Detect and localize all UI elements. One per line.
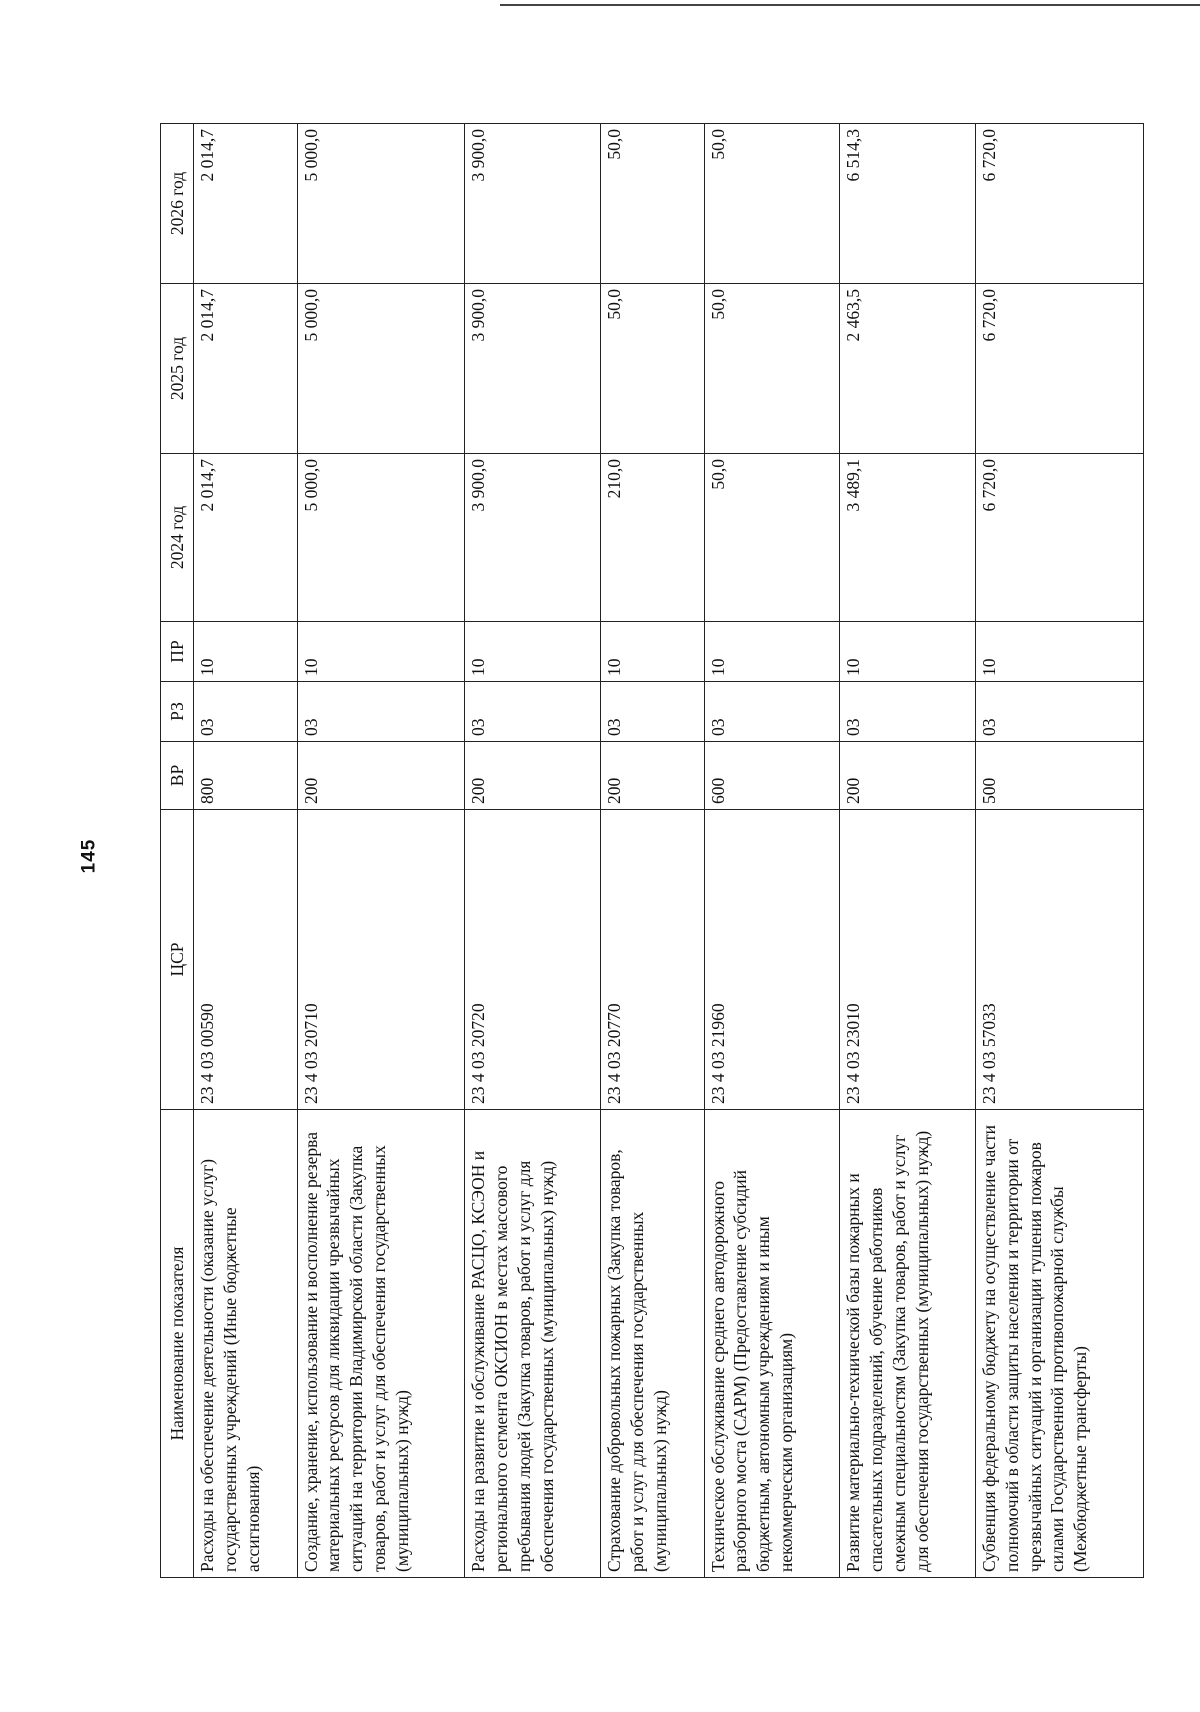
cell-csr: 23 4 03 21960 — [704, 810, 840, 1110]
table-row — [976, 124, 1144, 1578]
cell-pr: 10 — [976, 622, 1144, 682]
cell-vr: 200 — [840, 742, 976, 810]
cell-2024: 2 014,7 — [194, 454, 298, 622]
cell-2025: 50,0 — [601, 284, 705, 454]
table-container — [160, 124, 1144, 1578]
cell-2024: 3 489,1 — [840, 454, 976, 622]
cell-csr: 23 4 03 00590 — [194, 810, 298, 1110]
header-vr: ВР — [161, 742, 194, 810]
cell-name: Создание, хранение, использование и восполнение резерва материальных ресурсов для ликвидации чрезвычайных ситуаций на территории Владимирской области (Закупка товаров, работ и услуг для обеспечения государственных (муниципальных) нужд) — [297, 1110, 465, 1578]
header-pr: ПР — [161, 622, 194, 682]
cell-csr: 23 4 03 57033 — [976, 810, 1144, 1110]
cell-name: Расходы на обеспечение деятельности (оказание услуг) государственных учреждений (Иные бюджетные ассигнования) — [194, 1110, 298, 1578]
cell-2026: 2 014,7 — [194, 124, 298, 284]
cell-2025: 50,0 — [704, 284, 840, 454]
cell-vr: 500 — [976, 742, 1144, 810]
cell-pr: 10 — [601, 622, 705, 682]
cell-2026: 3 900,0 — [465, 124, 601, 284]
cell-pr: 10 — [194, 622, 298, 682]
cell-2024: 50,0 — [704, 454, 840, 622]
cell-name: Расходы на развитие и обслуживание РАСЦО, КСЭОН и регионального сегмента ОКСИОН в местах массового пребывания людей (Закупка товаров, работ и услуг для обеспечения государственных (муниципальных) нужд) — [465, 1110, 601, 1578]
header-2026: 2026 год — [161, 124, 194, 284]
cell-2026: 50,0 — [704, 124, 840, 284]
cell-2024: 210,0 — [601, 454, 705, 622]
cell-csr: 23 4 03 20720 — [465, 810, 601, 1110]
header-2025: 2025 год — [161, 284, 194, 454]
header-name: Наименование показателя — [161, 1110, 194, 1578]
cell-rz: 03 — [704, 682, 840, 742]
cell-pr: 10 — [704, 622, 840, 682]
cell-name: Страхование добровольных пожарных (Закупка товаров, работ и услуг для обеспечения государственных (муниципальных) нужд) — [601, 1110, 705, 1578]
cell-2026: 6 720,0 — [976, 124, 1144, 284]
cell-2025: 2 014,7 — [194, 284, 298, 454]
table-row — [297, 124, 465, 1578]
cell-csr: 23 4 03 20710 — [297, 810, 465, 1110]
table-header-row — [161, 124, 194, 1578]
header-2024: 2024 год — [161, 454, 194, 622]
cell-rz: 03 — [601, 682, 705, 742]
cell-2025: 2 463,5 — [840, 284, 976, 454]
cell-vr: 600 — [704, 742, 840, 810]
cell-2024: 3 900,0 — [465, 454, 601, 622]
cell-csr: 23 4 03 23010 — [840, 810, 976, 1110]
table-row — [601, 124, 705, 1578]
cell-2025: 3 900,0 — [465, 284, 601, 454]
budget-table — [160, 123, 1144, 1578]
cell-csr: 23 4 03 20770 — [601, 810, 705, 1110]
cell-rz: 03 — [194, 682, 298, 742]
page-number: 145 — [78, 838, 100, 874]
cell-pr: 10 — [465, 622, 601, 682]
cell-name: Развитие материально-технической базы пожарных и спасательных подразделений, обучение работников смежным специальностям (Закупка товаров, работ и услуг для обеспечения государственных (муниципальных) нужд) — [840, 1110, 976, 1578]
header-rz: РЗ — [161, 682, 194, 742]
cell-rz: 03 — [297, 682, 465, 742]
cell-rz: 03 — [976, 682, 1144, 742]
cell-vr: 200 — [465, 742, 601, 810]
table-row — [465, 124, 601, 1578]
table-row — [840, 124, 976, 1578]
cell-2024: 5 000,0 — [297, 454, 465, 622]
table-row — [704, 124, 840, 1578]
cell-2026: 50,0 — [601, 124, 705, 284]
table-row — [194, 124, 298, 1578]
cell-rz: 03 — [465, 682, 601, 742]
top-rule — [500, 4, 1200, 6]
cell-2025: 5 000,0 — [297, 284, 465, 454]
cell-pr: 10 — [840, 622, 976, 682]
cell-pr: 10 — [297, 622, 465, 682]
cell-rz: 03 — [840, 682, 976, 742]
cell-2026: 6 514,3 — [840, 124, 976, 284]
cell-name: Техническое обслуживание среднего автодорожного разборного моста (САРМ) (Предоставление субсидий бюджетным, автономным учреждениям и иным некоммерческим организациям) — [704, 1110, 840, 1578]
cell-vr: 200 — [601, 742, 705, 810]
cell-2026: 5 000,0 — [297, 124, 465, 284]
cell-vr: 200 — [297, 742, 465, 810]
cell-2024: 6 720,0 — [976, 454, 1144, 622]
header-csr: ЦСР — [161, 810, 194, 1110]
cell-vr: 800 — [194, 742, 298, 810]
cell-2025: 6 720,0 — [976, 284, 1144, 454]
cell-name: Субвенция федеральному бюджету на осуществление части полномочий в области защиты населения и территории от чрезвычайных ситуаций и организации тушения пожаров силами Государственной противопожарной службы (Межбюджетные трансферты) — [976, 1110, 1144, 1578]
